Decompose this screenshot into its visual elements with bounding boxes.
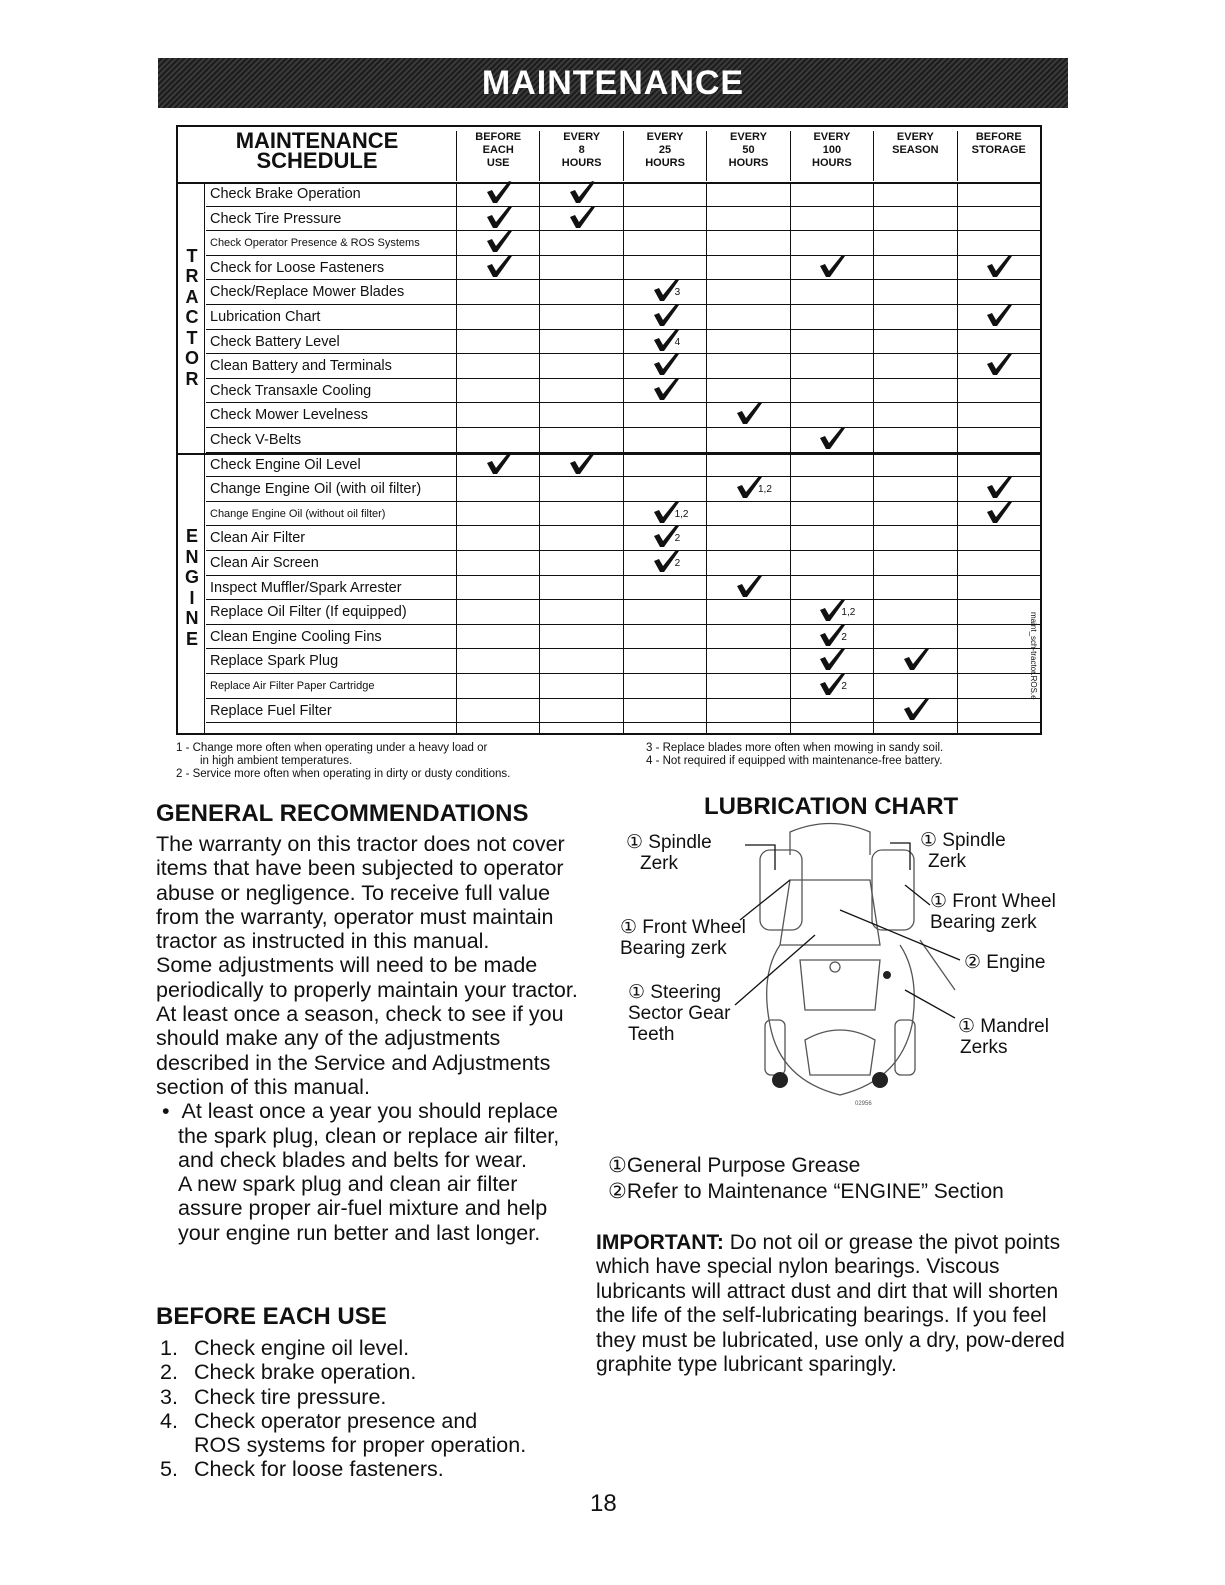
banner-title: MAINTENANCE [481, 63, 745, 102]
schedule-row-label: Check for Loose Fasteners [210, 259, 385, 276]
list-item-text: Check for loose fasteners. [194, 1457, 444, 1482]
column-header-line: SEASON [892, 144, 939, 156]
important-text: Do not oil or grease the pivot points which have special nylon bearings. Viscous lubricants will attract dust and dirt that will shorten the life of the self-lubricating bearings. If you feel they must be lubricated, use only a dry, pow-dered graphite type lubricant sparingly. [596, 1231, 1065, 1377]
group-label-letter: C [185, 307, 199, 328]
column-header [790, 131, 873, 181]
schedule-row-label: Clean Air Screen [210, 555, 319, 571]
column-header-line: EVERY [730, 131, 767, 143]
callout-mandrel-1: ① Mandrel [958, 1016, 1049, 1037]
callout-steering-1: ① Steering [628, 982, 722, 1003]
check-mark-icon [817, 253, 847, 277]
column-header [623, 131, 706, 181]
callout-mandrel-2: Zerks [960, 1037, 1008, 1058]
list-item-text: Check brake operation. [194, 1360, 417, 1385]
check-footnote-ref: 3 [674, 287, 681, 299]
group-label-letter: N [185, 546, 199, 567]
column-header-line: BEFORE [475, 131, 522, 143]
column-header [539, 131, 622, 181]
engine-chute [920, 940, 955, 990]
check-mark-icon [734, 400, 764, 424]
callout-front-wheel-left-2: Bearing zerk [620, 938, 727, 959]
rear-wheel-left [765, 1020, 785, 1075]
check-mark-icon [817, 425, 847, 449]
schedule-row-label: Clean Air Filter [210, 530, 306, 547]
check-mark-icon [651, 302, 681, 326]
group-label-letter: E [185, 526, 198, 547]
group-label-letter: T [186, 327, 198, 348]
general-p3: At least once a season, check to see if you should make any of the adjustments described in the Service and Adjustments section of this manual. [156, 1002, 564, 1099]
schedule-row-label: Check/Replace Mower Blades [210, 284, 405, 301]
list-item-number: 1. [160, 1336, 178, 1360]
check-mark-icon [817, 622, 847, 646]
schedule-row [206, 502, 1040, 527]
check-mark-icon [984, 302, 1014, 326]
leader-spindle-left [745, 845, 775, 870]
column-header-line: 25 [658, 144, 672, 156]
group-label-letter: R [185, 368, 199, 389]
schedule-row [206, 182, 1040, 207]
schedule-row [206, 453, 1040, 478]
before-each-use-list [160, 1336, 580, 1482]
schedule-row [206, 330, 1040, 355]
check-mark-icon [651, 523, 681, 547]
schedule-row [206, 280, 1040, 305]
schedule-row [206, 379, 1040, 404]
column-header-line [958, 157, 1040, 170]
general-recommendations-heading: GENERAL RECOMMENDATIONS [156, 800, 529, 827]
check-mark-icon [651, 499, 689, 523]
schedule-row [206, 576, 1040, 601]
check-mark-icon [984, 474, 1014, 498]
column-header [706, 131, 789, 181]
before-each-use-heading: BEFORE EACH USE [156, 1303, 387, 1330]
schedule-row-label: Check Brake Operation [210, 186, 361, 202]
check-mark-icon [984, 253, 1014, 277]
leader-front-wheel-right [905, 885, 930, 905]
check-mark-icon [567, 204, 597, 228]
callout-spindle-left [626, 832, 712, 874]
engine-point [883, 971, 891, 979]
leader-steering [735, 935, 815, 1005]
callout-steering-3: Teeth [628, 1024, 675, 1045]
footnote-2: 2 - Service more often when operating in dirty or dusty conditions. [176, 768, 511, 780]
schedule-row-label: Replace Air Filter Paper Cartridge [210, 680, 375, 692]
list-item-text: Check operator presence and [194, 1408, 478, 1433]
check-mark-icon [817, 671, 847, 695]
schedule-row-label: Check Engine Oil Level [210, 456, 361, 473]
footnote-right [646, 742, 943, 768]
schedule-title-line1: MAINTENANCE [235, 128, 399, 153]
check-mark-icon [484, 179, 514, 203]
schedule-row [206, 354, 1040, 379]
callout-front-wheel-left [620, 917, 746, 959]
leader-spindle-right [890, 843, 910, 870]
column-header-line: HOURS [728, 157, 769, 169]
important-label: IMPORTANT: [596, 1231, 724, 1254]
callout-front-wheel-left-1: ① Front Wheel [620, 917, 746, 938]
list-item-text: Check tire pressure. [194, 1384, 387, 1409]
check-mark-icon [651, 277, 681, 301]
column-header-line: EVERY [813, 131, 851, 143]
callout-front-wheel-right-2: Bearing zerk [930, 912, 1037, 933]
check-mark-icon [567, 179, 597, 203]
group-label-letter: A [185, 286, 199, 307]
check-footnote-ref: 1,2 [674, 508, 689, 520]
general-bullet-cont: A new spark plug and clean air filter assure proper air-fuel mixture and help your engine run better and last longer. [178, 1172, 548, 1245]
check-mark-icon [651, 548, 681, 572]
schedule-row-label: Check Transaxle Cooling [210, 382, 372, 399]
footnote-1 [176, 742, 510, 781]
schedule-row [206, 305, 1040, 330]
grid-vline [1040, 182, 1041, 733]
general-recommendations-body [156, 832, 584, 1245]
schedule-row [206, 428, 1040, 453]
column-header-line: USE [486, 157, 510, 169]
leader-engine [840, 910, 960, 960]
front-wheel-right [872, 850, 914, 930]
schedule-row [206, 551, 1040, 576]
front-wheel-left [760, 850, 802, 930]
column-header [957, 131, 1040, 181]
grid-vline [204, 182, 205, 733]
general-p2: Some adjustments will need to be made periodically to properly maintain your tractor. [156, 953, 578, 1002]
group-label-letter: G [184, 567, 199, 588]
schedule-row [206, 207, 1040, 232]
leader-mandrel [905, 990, 955, 1018]
check-mark-icon [567, 450, 597, 474]
tractor-hood-top [790, 824, 870, 856]
list-item-number: 5. [160, 1457, 178, 1482]
schedule-row-label: Check V-Belts [210, 432, 302, 448]
tractor-body [767, 945, 915, 1095]
column-header-line [874, 157, 956, 170]
lubrication-note-1: ①General Purpose Grease [608, 1154, 861, 1177]
list-item-continuation: ROS systems for proper operation. [194, 1433, 527, 1458]
rear-hub-right [872, 1072, 888, 1088]
column-header-line: 100 [822, 144, 842, 156]
maintenance-schedule-table [176, 125, 1042, 735]
check-mark-icon [651, 327, 681, 351]
schedule-row-label: Change Engine Oil (without oil filter) [210, 507, 386, 520]
bullet-dot: • [162, 1099, 182, 1124]
column-header-line: 50 [742, 144, 755, 156]
footnote-3: 3 - Replace blades more often when mowing in sandy soil. [646, 742, 944, 754]
schedule-side-code: maint_sch-tractor.ROS.e [1029, 612, 1038, 700]
check-mark-icon [817, 646, 847, 670]
list-item [160, 1336, 580, 1360]
schedule-row-label: Clean Engine Cooling Fins [210, 628, 382, 645]
schedule-row [206, 600, 1040, 625]
schedule-row-label: Check Battery Level [210, 333, 340, 350]
group-label-letter: E [185, 628, 198, 649]
footnote-1b: in high ambient temperatures. [200, 755, 353, 767]
general-bullet-text: At least once a year you should replace the spark plug, clean or replace air filter, and check blades and belts for wear. [178, 1099, 560, 1172]
page-banner [158, 58, 1068, 108]
group-label-letter: T [186, 245, 198, 266]
general-bullet [156, 1099, 584, 1172]
list-item-number: 4. [160, 1408, 178, 1433]
check-mark-icon [484, 228, 514, 252]
lubrication-chart-heading: LUBRICATION CHART [704, 793, 959, 820]
check-footnote-ref: 1,2 [758, 484, 772, 496]
figure-code: 02956 [855, 1101, 872, 1107]
check-mark-icon [901, 646, 931, 670]
lubrication-note-2: ②Refer to Maintenance “ENGINE” Section [608, 1180, 1004, 1203]
group-label-letter: N [185, 608, 199, 629]
check-footnote-ref: 1,2 [841, 607, 856, 619]
check-mark-icon [734, 474, 772, 498]
rear-hub-left [772, 1072, 788, 1088]
column-header-line: EACH [482, 144, 514, 156]
list-item [160, 1409, 580, 1458]
tractor-hood [780, 880, 880, 945]
schedule-row-label: Change Engine Oil (with oil filter) [210, 481, 422, 498]
list-item [160, 1360, 580, 1384]
schedule-row [206, 256, 1040, 281]
check-footnote-ref: 2 [841, 681, 847, 692]
list-item-number: 3. [160, 1384, 178, 1409]
tractor-seat [805, 1030, 875, 1075]
schedule-row-label: Replace Spark Plug [210, 653, 339, 670]
schedule-row-label: Lubrication Chart [210, 309, 321, 325]
group-label-letter: I [189, 587, 195, 608]
list-item-text: Check engine oil level. [194, 1336, 410, 1360]
schedule-row-label: Replace Fuel Filter [210, 702, 332, 719]
column-header-line: EVERY [646, 131, 684, 143]
callout-front-wheel-right-1: ① Front Wheel [930, 891, 1056, 912]
callout-spindle-right-1: ① Spindle [920, 830, 1006, 851]
check-footnote-ref: 2 [674, 533, 681, 545]
callout-mandrel [958, 1016, 1049, 1058]
footnote-4: 4 - Not required if equipped with maintenance-free battery. [646, 755, 943, 767]
column-header-line: HOURS [561, 157, 602, 169]
callout-spindle-right-2: Zerk [928, 851, 966, 872]
list-item-number: 2. [160, 1360, 178, 1385]
group-label-letter: R [185, 266, 199, 287]
check-mark-icon [651, 351, 681, 375]
column-header-line: HOURS [645, 157, 685, 169]
list-item [160, 1385, 580, 1409]
schedule-title-line2: SCHEDULE [256, 148, 378, 173]
schedule-title [178, 128, 456, 173]
schedule-row-label: Check Operator Presence & ROS Systems [210, 237, 420, 250]
check-mark-icon [817, 597, 856, 621]
column-header [873, 131, 956, 181]
column-header-line: BEFORE [975, 131, 1022, 143]
general-p1: The warranty on this tractor does not cover items that have been subjected to operator abuse or negligence. To receive full value from the warranty, operator must maintain tractor as instructed in this manual. [156, 832, 565, 954]
footnote-1a: 1 - Change more often when operating under a heavy load or [176, 742, 488, 754]
callout-engine: ② Engine [964, 952, 1046, 973]
column-header-line: STORAGE [971, 144, 1026, 156]
rear-wheel-right [895, 1020, 915, 1075]
check-footnote-ref: 2 [674, 558, 681, 569]
column-header-line: EVERY [896, 131, 934, 143]
important-note [596, 1231, 1066, 1377]
list-item [160, 1457, 580, 1481]
callout-steering-2: Sector Gear [628, 1003, 731, 1024]
page-number: 18 [590, 1490, 617, 1517]
column-header-line: HOURS [812, 157, 852, 169]
steering-hub [830, 962, 840, 972]
check-mark-icon [984, 499, 1014, 523]
schedule-row-label: Check Tire Pressure [210, 210, 342, 227]
schedule-row [206, 526, 1040, 551]
schedule-row-label: Inspect Muffler/Spark Arrester [210, 579, 402, 596]
callout-steering [628, 982, 730, 1045]
check-mark-icon [484, 204, 514, 228]
callout-spindle-right [920, 830, 1006, 872]
check-mark-icon [901, 696, 931, 720]
callout-spindle-left-1: ① Spindle [626, 832, 712, 853]
check-footnote-ref: 4 [674, 336, 681, 348]
lubrication-notes [608, 1153, 1004, 1205]
schedule-row-label: Replace Oil Filter (If equipped) [210, 604, 407, 621]
schedule-row-label: Clean Battery and Terminals [210, 358, 392, 375]
schedule-row-label: Check Mower Levelness [210, 407, 368, 424]
column-header-line: EVERY [563, 131, 601, 143]
schedule-row [206, 231, 1040, 256]
leader-front-wheel-left [740, 880, 790, 920]
column-header-line: 8 [578, 144, 585, 156]
column-header [456, 131, 539, 181]
check-mark-icon [484, 450, 514, 474]
seat-deck [800, 960, 880, 1010]
check-mark-icon [734, 573, 764, 597]
check-mark-icon [984, 351, 1014, 375]
check-mark-icon [484, 253, 514, 277]
schedule-header [178, 127, 1040, 184]
schedule-row [206, 403, 1040, 428]
check-footnote-ref: 2 [841, 631, 847, 643]
group-label-letter: O [184, 348, 199, 369]
check-mark-icon [651, 376, 681, 400]
callout-front-wheel-right [930, 891, 1056, 933]
schedule-row [206, 477, 1040, 502]
callout-spindle-left-2: Zerk [640, 853, 678, 874]
